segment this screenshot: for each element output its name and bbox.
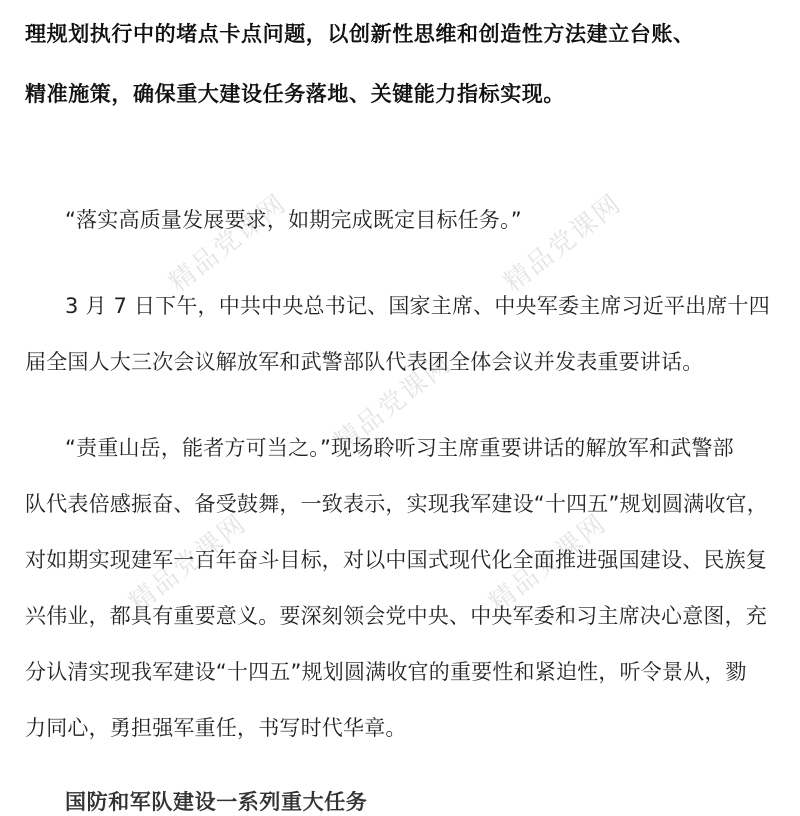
- paragraph3-line-1: “责重山岳，能者方可当之。”现场聆听习主席重要讲话的解放军和武警部: [65, 436, 734, 460]
- watermark-5: 精品党课网: [483, 508, 613, 619]
- intro-line-1: 理规划执行中的堵点卡点问题，以创新性思维和创造性方法建立台账、: [25, 22, 695, 46]
- paragraph3-line-5: 分认清实现我军建设“十四五”规划圆满收官的重要性和紧迫性，听令景从，勠: [25, 660, 747, 684]
- watermark-2: 精品党课网: [498, 188, 628, 299]
- paragraph3-line-4: 兴伟业，都具有重要意义。要深刻领会党中央、中央军委和习主席决心意图，充: [25, 604, 767, 628]
- paragraph3-line-3: 对如期实现建军一百年奋斗目标，对以中国式现代化全面推进强国建设、民族复: [25, 548, 767, 572]
- intro-line-2: 精准施策，确保重大建设任务落地、关键能力指标实现。: [25, 82, 565, 106]
- paragraph2-line-1: 3 月 7 日下午，中共中央总书记、国家主席、中央军委主席习近平出席十四: [65, 294, 770, 318]
- watermark-4: 精品党课网: [123, 508, 253, 619]
- paragraph2-line-2: 届全国人大三次会议解放军和武警部队代表团全体会议并发表重要讲话。: [25, 350, 704, 374]
- watermark-3: 精品党课网: [328, 348, 458, 459]
- watermark-1: 精品党课网: [163, 188, 293, 299]
- paragraph3-line-6: 力同心，勇担强军重任，书写时代华章。: [25, 716, 407, 740]
- paragraph3-line-2: 队代表倍感振奋、备受鼓舞，一致表示，实现我军建设“十四五”规划圆满收官，: [25, 492, 768, 516]
- cut-off-line: 国防和军队建设一系列重大任务: [65, 790, 368, 814]
- quote-line: “落实高质量发展要求，如期完成既定目标任务。”: [65, 208, 522, 232]
